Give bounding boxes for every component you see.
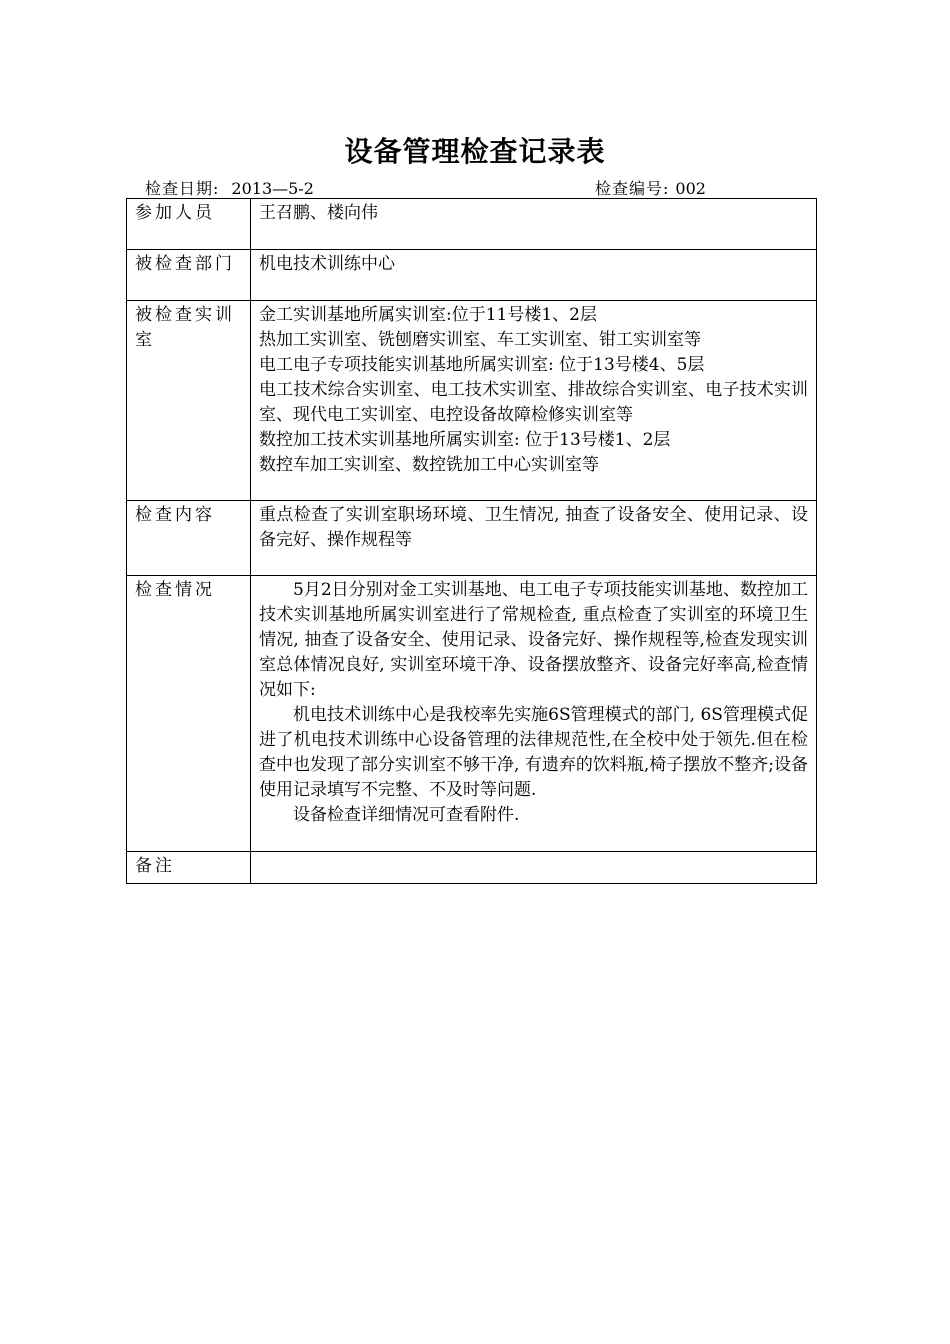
department-label: 被检查部门	[127, 250, 251, 301]
findings-label: 检查情况	[127, 576, 251, 852]
findings-paragraph: 5月2日分别对金工实训基地、电工电子专项技能实训基地、数控加工技术实训基地所属实训室进行了常规检查, 重点检查了实训室的环境卫生情况, 抽查了设备安全、使用记录、设备完好、操作规程等,检查发现实训室总体情况良好, 实训室环境干净、设备摆放整齐、设备完好率高,检查情况如下:	[259, 580, 808, 700]
labs-label: 被检查实训室	[127, 301, 251, 501]
content-label: 检查内容	[127, 501, 251, 576]
labs-line: 电工电子专项技能实训基地所属实训室: 位于13号楼4、5层	[259, 355, 705, 375]
labs-line: 电工技术综合实训室、电工技术实训室、排故综合实训室、电子技术实训室、现代电工实训室、电控设备故障检修实训室等	[259, 380, 808, 425]
date-label: 检查日期:	[145, 179, 220, 198]
remarks-value	[251, 852, 817, 884]
labs-line: 热加工实训室、铣刨磨实训室、车工实训室、钳工实训室等	[259, 330, 701, 350]
labs-value	[251, 301, 817, 501]
number-label: 检查编号:	[595, 179, 670, 198]
content-value	[251, 501, 817, 576]
department-value: 机电技术训练中心	[251, 250, 817, 301]
labs-line: 数控加工技术实训基地所属实训室: 位于13号楼1、2层	[259, 430, 671, 450]
inspection-date	[145, 176, 314, 199]
row-remarks	[127, 852, 817, 884]
participants-label: 参加人员	[127, 199, 251, 250]
labs-line: 金工实训基地所属实训室:位于11号楼1、2层	[259, 305, 597, 325]
labs-line: 数控车加工实训室、数控铣加工中心实训室等	[259, 455, 599, 475]
meta-row	[145, 176, 825, 198]
number-value: 002	[675, 179, 706, 198]
findings-value	[251, 576, 817, 852]
row-participants	[127, 199, 817, 250]
findings-paragraph: 设备检查详细情况可查看附件.	[293, 805, 520, 825]
document-title: 设备管理检查记录表	[344, 135, 606, 168]
findings-paragraph: 机电技术训练中心是我校率先实施6S管理模式的部门, 6S管理模式促进了机电技术训练中心设备管理的法律规范性,在全校中处于领先.但在检查中也发现了部分实训室不够干净, 有遗弃的饮料瓶,椅子摆放不整齐;设备使用记录填写不完整、不及时等问题.	[259, 705, 808, 800]
row-department	[127, 250, 817, 301]
record-table	[126, 198, 817, 884]
row-content	[127, 501, 817, 576]
remarks-label: 备注	[127, 852, 251, 884]
content-text: 重点检查了实训室职场环境、卫生情况, 抽查了设备安全、使用记录、设备完好、操作规程等	[259, 505, 808, 550]
inspection-number	[595, 176, 706, 199]
date-value: 2013—5-2	[231, 179, 314, 198]
row-findings	[127, 576, 817, 852]
row-labs	[127, 301, 817, 501]
participants-value: 王召鹏、楼向伟	[251, 199, 817, 250]
